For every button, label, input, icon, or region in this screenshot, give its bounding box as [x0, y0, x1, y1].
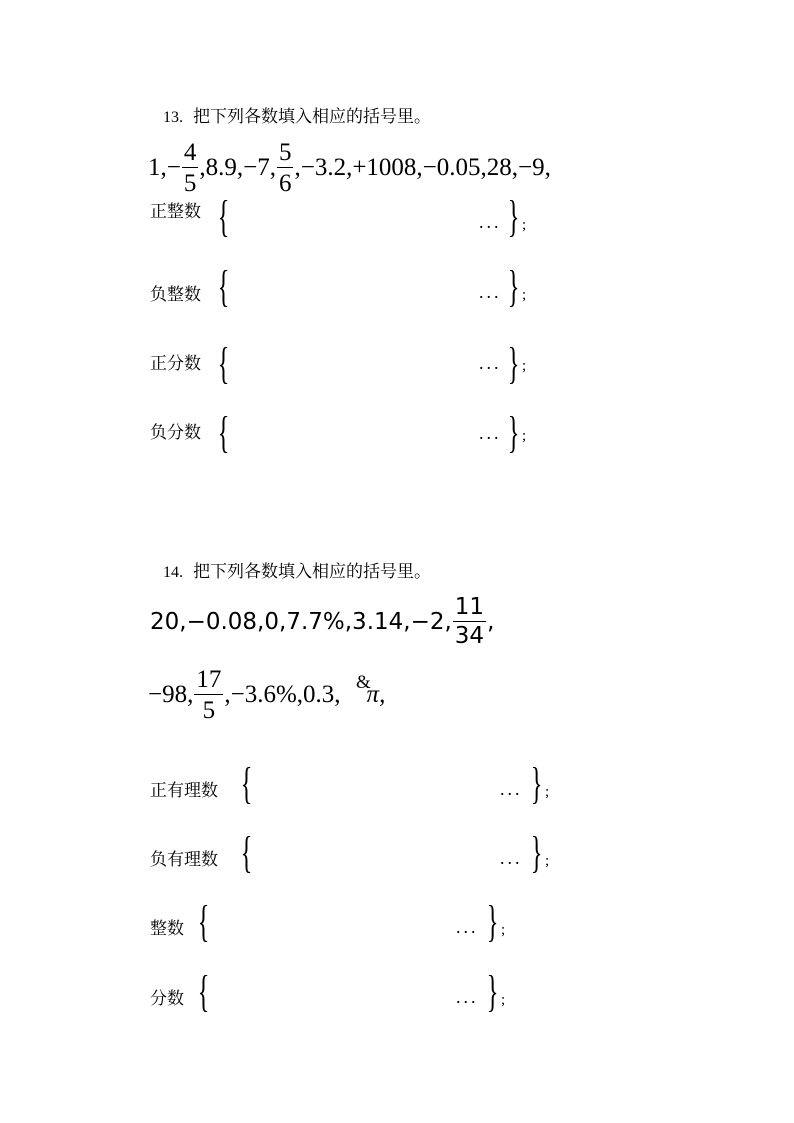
q13-row-negative-integers	[150, 280, 201, 305]
close-brace: }	[530, 759, 543, 808]
q13-number: 13.	[163, 109, 183, 126]
semicolon: ;	[522, 428, 527, 444]
open-brace: {	[240, 759, 253, 808]
ellipsis: ...	[500, 779, 523, 799]
q13-row-positive-fractions	[150, 349, 201, 374]
q14-number-list-line-2	[148, 664, 385, 726]
q13-fraction-1	[182, 140, 199, 196]
semicolon: ;	[501, 992, 506, 1008]
q13-answer-positive-fractions[interactable]	[232, 350, 498, 378]
q14-prompt: 把下列各数填入相应的括号里。	[193, 562, 431, 582]
q14-row-positive-rationals	[150, 776, 218, 801]
close-brace: }	[507, 339, 520, 388]
q14-number-list-line-1	[150, 592, 494, 652]
q13-minus: −	[166, 154, 181, 181]
semicolon: ;	[522, 358, 527, 374]
q14-answer-negative-rationals[interactable]	[255, 839, 521, 867]
close-brace: }	[507, 262, 520, 311]
q13-row-positive-integers	[150, 197, 201, 222]
q13-answer-negative-fractions[interactable]	[232, 419, 498, 447]
q13-item-a: 1,	[148, 154, 167, 181]
q13-title	[163, 102, 431, 127]
q13-fraction-2-numerator: 5	[278, 139, 292, 166]
q14-label-fractions: 分数	[150, 989, 184, 1009]
ellipsis: ...	[479, 423, 502, 443]
q14-row-negative-rationals	[150, 845, 218, 870]
q13-label-positive-fractions: 正分数	[150, 354, 201, 374]
q14-fraction-2	[194, 667, 223, 723]
q14-title	[163, 557, 431, 582]
q14-fraction-1-denominator: 34	[454, 623, 485, 649]
q13-fraction-1-numerator: 4	[183, 139, 197, 166]
semicolon: ;	[545, 784, 550, 800]
q14-line-2-items-b: ,−3.6%,0.3,	[224, 681, 341, 708]
open-brace: {	[217, 408, 230, 457]
q13-label-positive-integers: 正整数	[150, 202, 201, 222]
close-brace: }	[486, 897, 499, 946]
close-brace: }	[530, 828, 543, 877]
semicolon: ;	[501, 922, 506, 938]
q13-answer-negative-integers[interactable]	[232, 273, 498, 301]
semicolon: ;	[545, 853, 550, 869]
q14-fraction-2-numerator: 17	[196, 666, 222, 693]
q14-line-1-items: 20,−0.08,0,7.7%,3.14,−2,	[150, 609, 452, 635]
q14-label-positive-rationals: 正有理数	[150, 781, 218, 801]
ellipsis: ...	[456, 987, 479, 1007]
q14-pi: π,	[366, 681, 386, 708]
q14-answer-positive-rationals[interactable]	[255, 770, 521, 798]
q14-number: 14.	[163, 564, 183, 581]
q13-label-negative-fractions: 负分数	[150, 423, 201, 443]
q14-answer-integers[interactable]	[212, 908, 478, 936]
q13-answer-positive-integers[interactable]	[232, 203, 498, 231]
open-brace: {	[217, 192, 230, 241]
q14-row-integers	[150, 914, 184, 939]
q14-row-fractions	[150, 984, 184, 1009]
q13-row-negative-fractions	[150, 418, 201, 443]
semicolon: ;	[522, 217, 527, 233]
close-brace: }	[507, 408, 520, 457]
q14-label-integers: 整数	[150, 919, 184, 939]
q14-fraction-2-denominator: 5	[202, 697, 216, 724]
q13-prompt: 把下列各数填入相应的括号里。	[193, 107, 431, 127]
q14-repeating-dot-mark: &	[356, 672, 371, 693]
q13-fraction-2	[277, 140, 294, 196]
q14-fraction-1-numerator: 11	[454, 594, 485, 620]
q14-line-2-items-a: −98,	[148, 681, 194, 708]
q14-fraction-1	[453, 596, 486, 648]
open-brace: {	[240, 828, 253, 877]
q13-item-c: ,−3.2,+1008,−0.05,28,−9,	[294, 154, 551, 181]
ellipsis: ...	[479, 282, 502, 302]
q14-label-negative-rationals: 负有理数	[150, 850, 218, 870]
q13-fraction-2-denominator: 6	[278, 170, 292, 197]
ellipsis: ...	[500, 848, 523, 868]
open-brace: {	[197, 897, 210, 946]
q14-answer-fractions[interactable]	[212, 978, 478, 1006]
ellipsis: ...	[479, 212, 502, 232]
q13-label-negative-integers: 负整数	[150, 285, 201, 305]
ellipsis: ...	[479, 353, 502, 373]
q13-fraction-1-denominator: 5	[183, 170, 197, 197]
semicolon: ;	[522, 287, 527, 303]
q14-line-1-end: ,	[487, 609, 495, 635]
ellipsis: ...	[456, 917, 479, 937]
open-brace: {	[197, 967, 210, 1016]
close-brace: }	[486, 967, 499, 1016]
q13-number-list	[148, 138, 551, 198]
open-brace: {	[217, 262, 230, 311]
close-brace: }	[507, 192, 520, 241]
q13-item-b: ,8.9,−7,	[199, 154, 276, 181]
open-brace: {	[217, 339, 230, 388]
